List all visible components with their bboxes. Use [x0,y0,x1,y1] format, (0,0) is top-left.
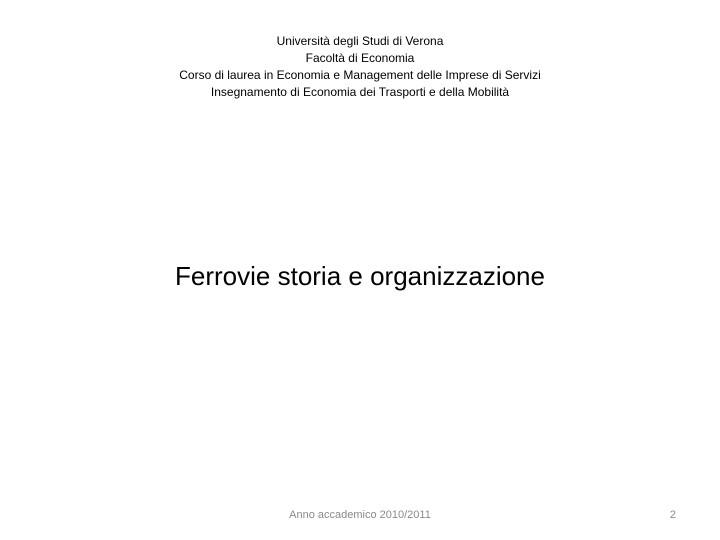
course-subject: Insegnamento di Economia dei Trasporti e della Mobilità [210,85,510,99]
degree-course: Corso di laurea in Economia e Management delle Imprese di Servizi [179,68,541,82]
slide-header [0,33,720,101]
faculty-name: Facoltà di Economia [305,51,415,65]
slide-number: 2 [669,509,676,521]
university-name: Università degli Studi di Verona [276,34,444,48]
slide-title: Ferrovie storia e organizzazione [175,261,545,291]
footer-academic-year: Anno accademico 2010/2011 [289,509,431,521]
